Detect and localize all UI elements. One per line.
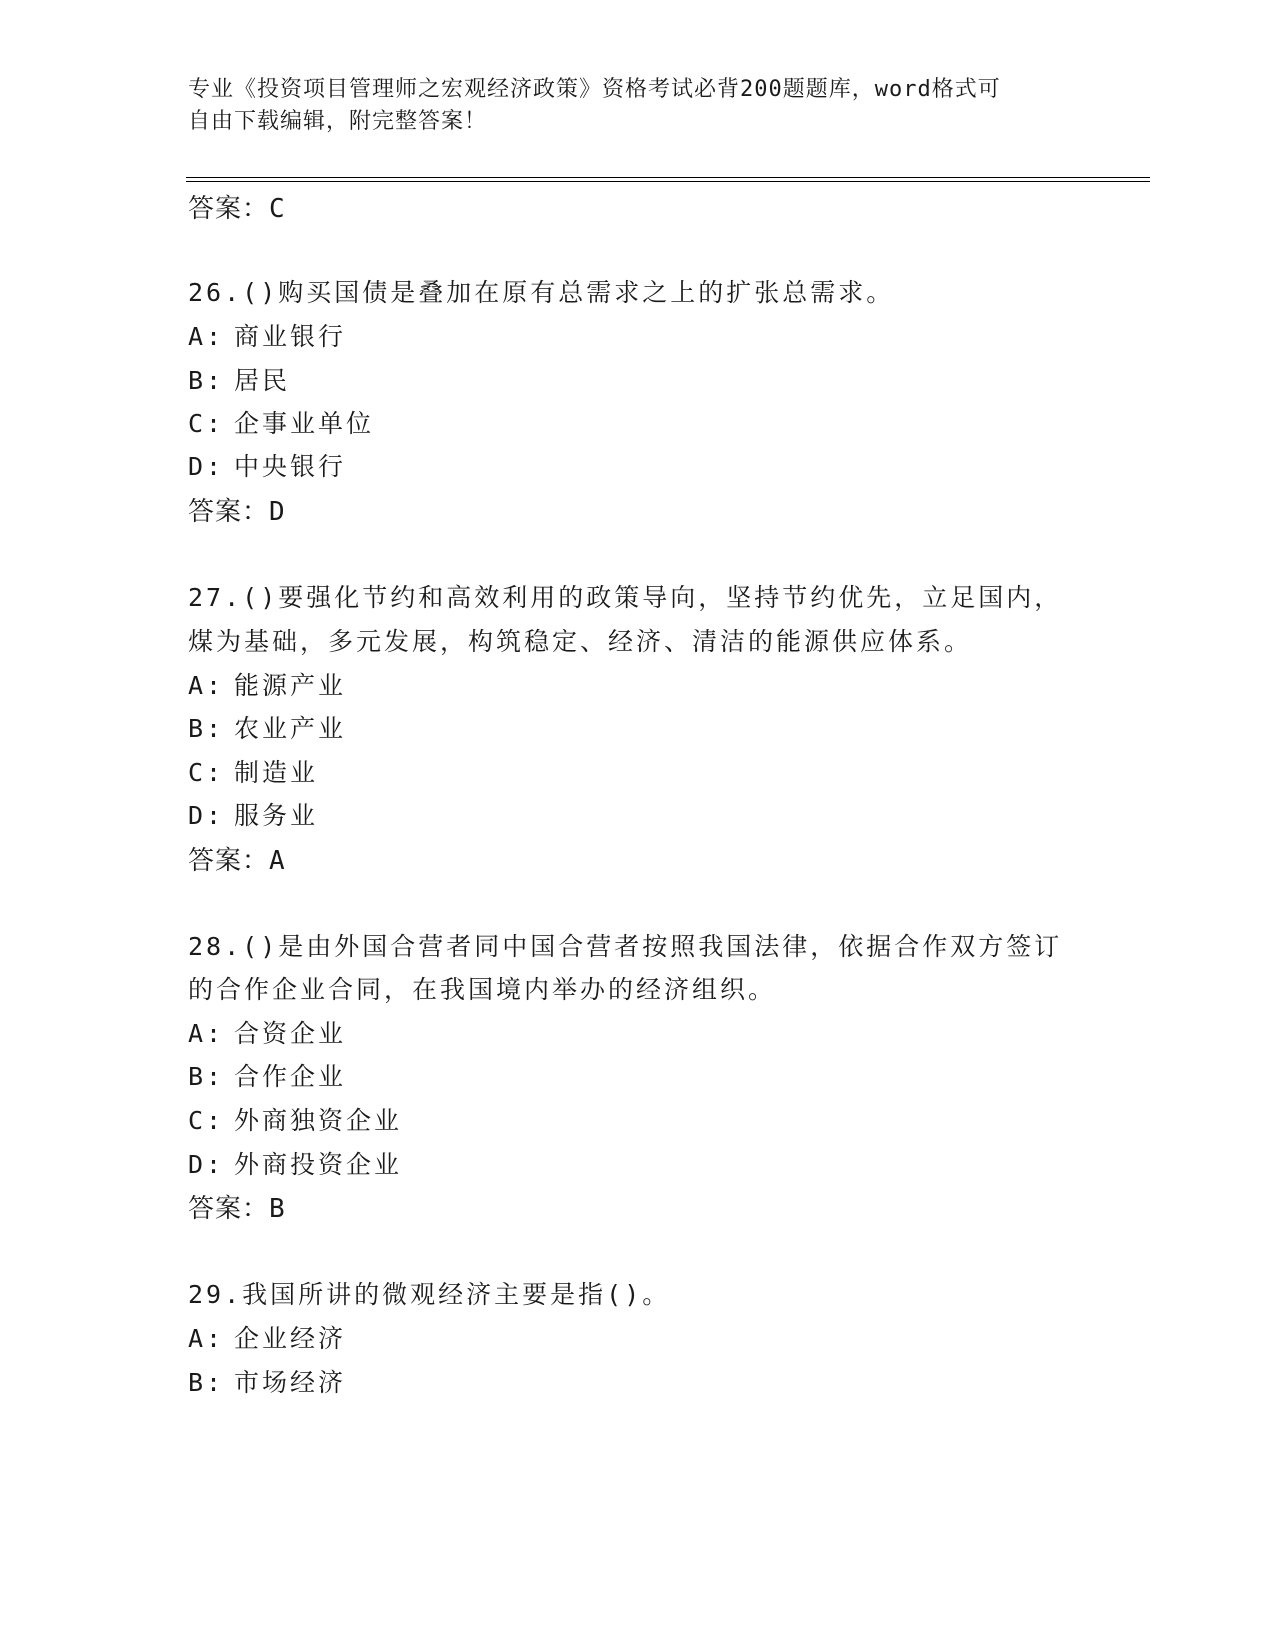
header-line-2: 自由下载编辑，附完整答案！ — [188, 109, 488, 134]
question-27-option-c — [188, 753, 318, 789]
option-text: 商业银行 — [234, 322, 347, 351]
question-26-option-a — [188, 317, 346, 353]
answer-label: 答案： — [188, 846, 270, 876]
previous-answer — [188, 188, 286, 225]
answer-label: 答案： — [188, 497, 270, 527]
question-28-option-b — [188, 1057, 346, 1093]
question-27-answer — [188, 840, 286, 877]
option-text: 合资企业 — [234, 1019, 347, 1048]
question-26-answer — [188, 491, 286, 528]
option-text: 合作企业 — [234, 1062, 347, 1091]
option-text: 企业经济 — [234, 1324, 347, 1353]
answer-label: 答案： — [188, 1194, 270, 1224]
question-26-option-c — [188, 404, 374, 440]
option-letter: A: — [188, 1324, 225, 1353]
option-letter: C: — [188, 758, 225, 787]
question-28-stem-line-1: 28.()是由外国合营者同中国合营者按照我国法律，依据合作双方签订 — [188, 932, 1063, 961]
header-divider — [186, 177, 1150, 182]
answer-label: 答案： — [188, 194, 270, 224]
question-27-stem-line-1: 27.()要强化节约和高效利用的政策导向，坚持节约优先，立足国内， — [188, 583, 1063, 612]
header-line-1: 专业《投资项目管理师之宏观经济政策》资格考试必背200题题库，word格式可 — [188, 77, 1001, 102]
option-letter: B: — [188, 1062, 225, 1091]
option-text: 农业产业 — [234, 714, 347, 743]
question-28-option-c — [188, 1101, 402, 1137]
question-28-answer — [188, 1188, 286, 1225]
option-letter: C: — [188, 409, 225, 438]
option-letter: B: — [188, 714, 225, 743]
document-header — [188, 74, 1088, 138]
question-29-stem-line-1: 29.我国所讲的微观经济主要是指()。 — [188, 1280, 671, 1309]
option-text: 外商投资企业 — [234, 1150, 403, 1179]
answer-value: A — [269, 846, 286, 876]
option-letter: D: — [188, 452, 225, 481]
option-letter: A: — [188, 1019, 225, 1048]
question-27-option-d — [188, 796, 318, 832]
question-26-stem-line-1: 26.()购买国债是叠加在原有总需求之上的扩张总需求。 — [188, 278, 895, 307]
option-text: 服务业 — [234, 801, 319, 830]
question-26-option-d — [188, 447, 346, 483]
option-text: 企事业单位 — [234, 409, 375, 438]
option-text: 能源产业 — [234, 671, 347, 700]
option-letter: A: — [188, 671, 225, 700]
option-letter: A: — [188, 322, 225, 351]
option-text: 制造业 — [234, 758, 319, 787]
question-29-option-a — [188, 1319, 346, 1355]
answer-value: D — [269, 497, 286, 527]
option-letter: D: — [188, 801, 225, 830]
option-text: 中央银行 — [234, 452, 347, 481]
question-27-stem-line-2: 煤为基础，多元发展，构筑稳定、经济、清洁的能源供应体系。 — [188, 627, 973, 656]
question-28-stem-line-2: 的合作企业合同，在我国境内举办的经济组织。 — [188, 975, 777, 1004]
option-letter: B: — [188, 1368, 225, 1397]
answer-value: C — [269, 194, 286, 224]
option-text: 市场经济 — [234, 1368, 347, 1397]
question-29-option-b — [188, 1363, 346, 1399]
option-letter: C: — [188, 1106, 225, 1135]
question-28-option-a — [188, 1014, 346, 1050]
question-27-option-b — [188, 709, 346, 745]
question-26-option-b — [188, 361, 290, 397]
option-letter: D: — [188, 1150, 225, 1179]
option-text: 外商独资企业 — [234, 1106, 403, 1135]
question-28-option-d — [188, 1145, 402, 1181]
option-letter: B: — [188, 366, 225, 395]
question-27-option-a — [188, 666, 346, 702]
answer-value: B — [269, 1194, 286, 1224]
option-text: 居民 — [234, 366, 291, 395]
